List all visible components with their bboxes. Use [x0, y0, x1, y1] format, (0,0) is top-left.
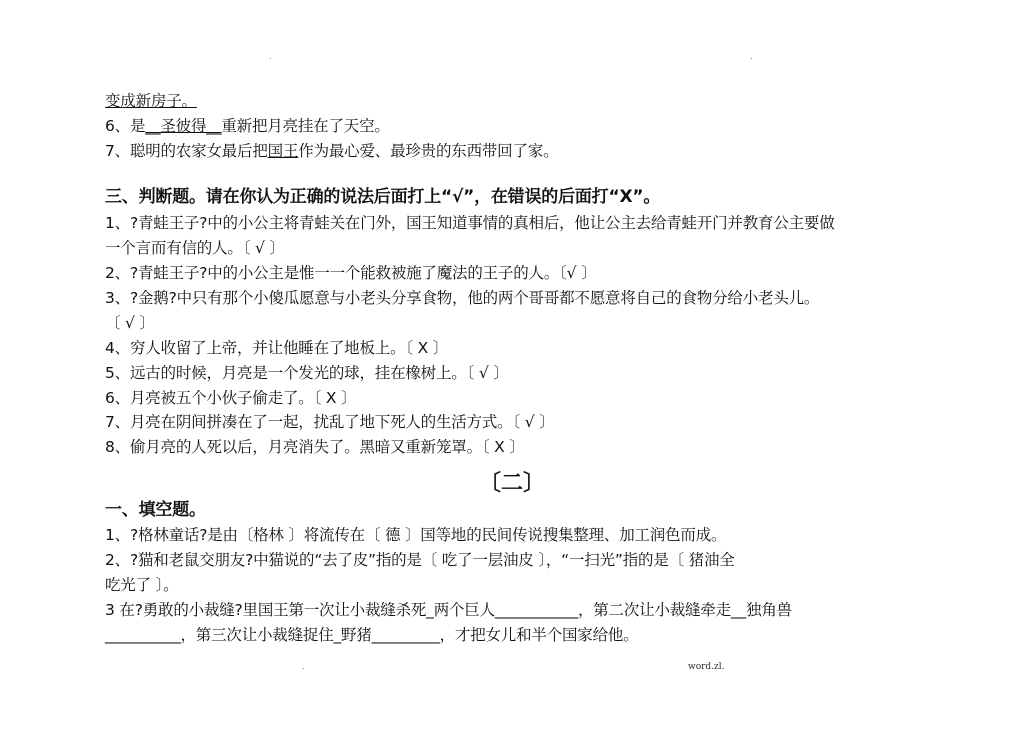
part-two-heading: 一、填空题。 — [105, 500, 206, 520]
judgment-item: 1、?青蛙王子?中的小公主将青蛙关在门外，国王知道事情的真相后，他让公主去给青蛙开门并教育公主要做 — [105, 214, 835, 232]
header-mark-left: . — [269, 52, 272, 61]
line-suffix: 重新把月亮挂在了天空。 — [221, 117, 390, 135]
fill-blank-item: 1、?格林童话?是由〔格林 〕将流传在〔 德 〕国等地的民间传说搜集整理、加工润色而成。 — [105, 526, 727, 544]
line-prefix: 7、聪明的农家女最后把 — [105, 142, 268, 160]
footer-mark: . — [302, 662, 305, 671]
fill-blank-item: 3 在?勇敢的小裁缝?里国王第一次让小裁缝杀死_两个巨人___________，第二次让小裁缝牵走__独角兽 — [105, 601, 792, 619]
line-prefix: 6、是 — [105, 117, 146, 135]
section-one-line-2 — [105, 116, 925, 136]
fill-answer: 国王 — [267, 142, 299, 160]
judgment-item: 6、月亮被五个小伙子偷走了。〔 X 〕 — [105, 389, 357, 407]
header-mark-right: . — [750, 52, 753, 61]
judgment-item: 4、穷人收留了上帝，并让他睡在了地板上。〔 X 〕 — [105, 339, 449, 357]
fill-blank-item: 2、?猫和老鼠交朋友?中猫说的“去了皮”指的是〔 吃了一层油皮 〕，“一扫光”指的是〔 猪油全 — [105, 551, 735, 569]
line-suffix: 作为最心爱、最珍贵的东西带回了家。 — [298, 142, 559, 160]
fill-blank-item: __________，第三次让小裁缝捉住_野猪_________，才把女儿和半个国家给他。 — [105, 626, 639, 644]
fill-blank-item: 吃光了 〕。 — [105, 576, 179, 594]
fill-answer-text: 变成新房子。 — [105, 92, 197, 110]
judgment-item: 5、远古的时候，月亮是一个发光的球，挂在橡树上。〔 √ 〕 — [105, 364, 509, 382]
section-one-line-1 — [105, 91, 925, 111]
fill-answer: __圣彼得__ — [145, 117, 222, 135]
footer-label: word.zl. — [688, 662, 725, 672]
judgment-item: 7、月亮在阴间拼凑在了一起，扰乱了地下死人的生活方式。〔 √ 〕 — [105, 413, 555, 431]
part-two-title: 〔二〕 — [478, 471, 545, 496]
judgment-item: 一个言而有信的人。〔 √ 〕 — [105, 239, 285, 257]
judgment-item: 〔 √ 〕 — [105, 314, 155, 332]
judgment-item: 8、偷月亮的人死以后，月亮消失了。黑暗又重新笼罩。〔 X 〕 — [105, 438, 525, 456]
section-three-heading: 三、判断题。请在你认为正确的说法后面打上“√”，在错误的后面打“X”。 — [105, 187, 661, 207]
judgment-item: 2、?青蛙王子?中的小公主是惟一一个能救被施了魔法的王子的人。〔√ 〕 — [105, 264, 597, 282]
judgment-item: 3、?金鹅?中只有那个小傻瓜愿意与小老头分享食物，他的两个哥哥都不愿意将自己的食物分给小老头儿。 — [105, 289, 820, 307]
section-one-line-3 — [105, 141, 925, 161]
